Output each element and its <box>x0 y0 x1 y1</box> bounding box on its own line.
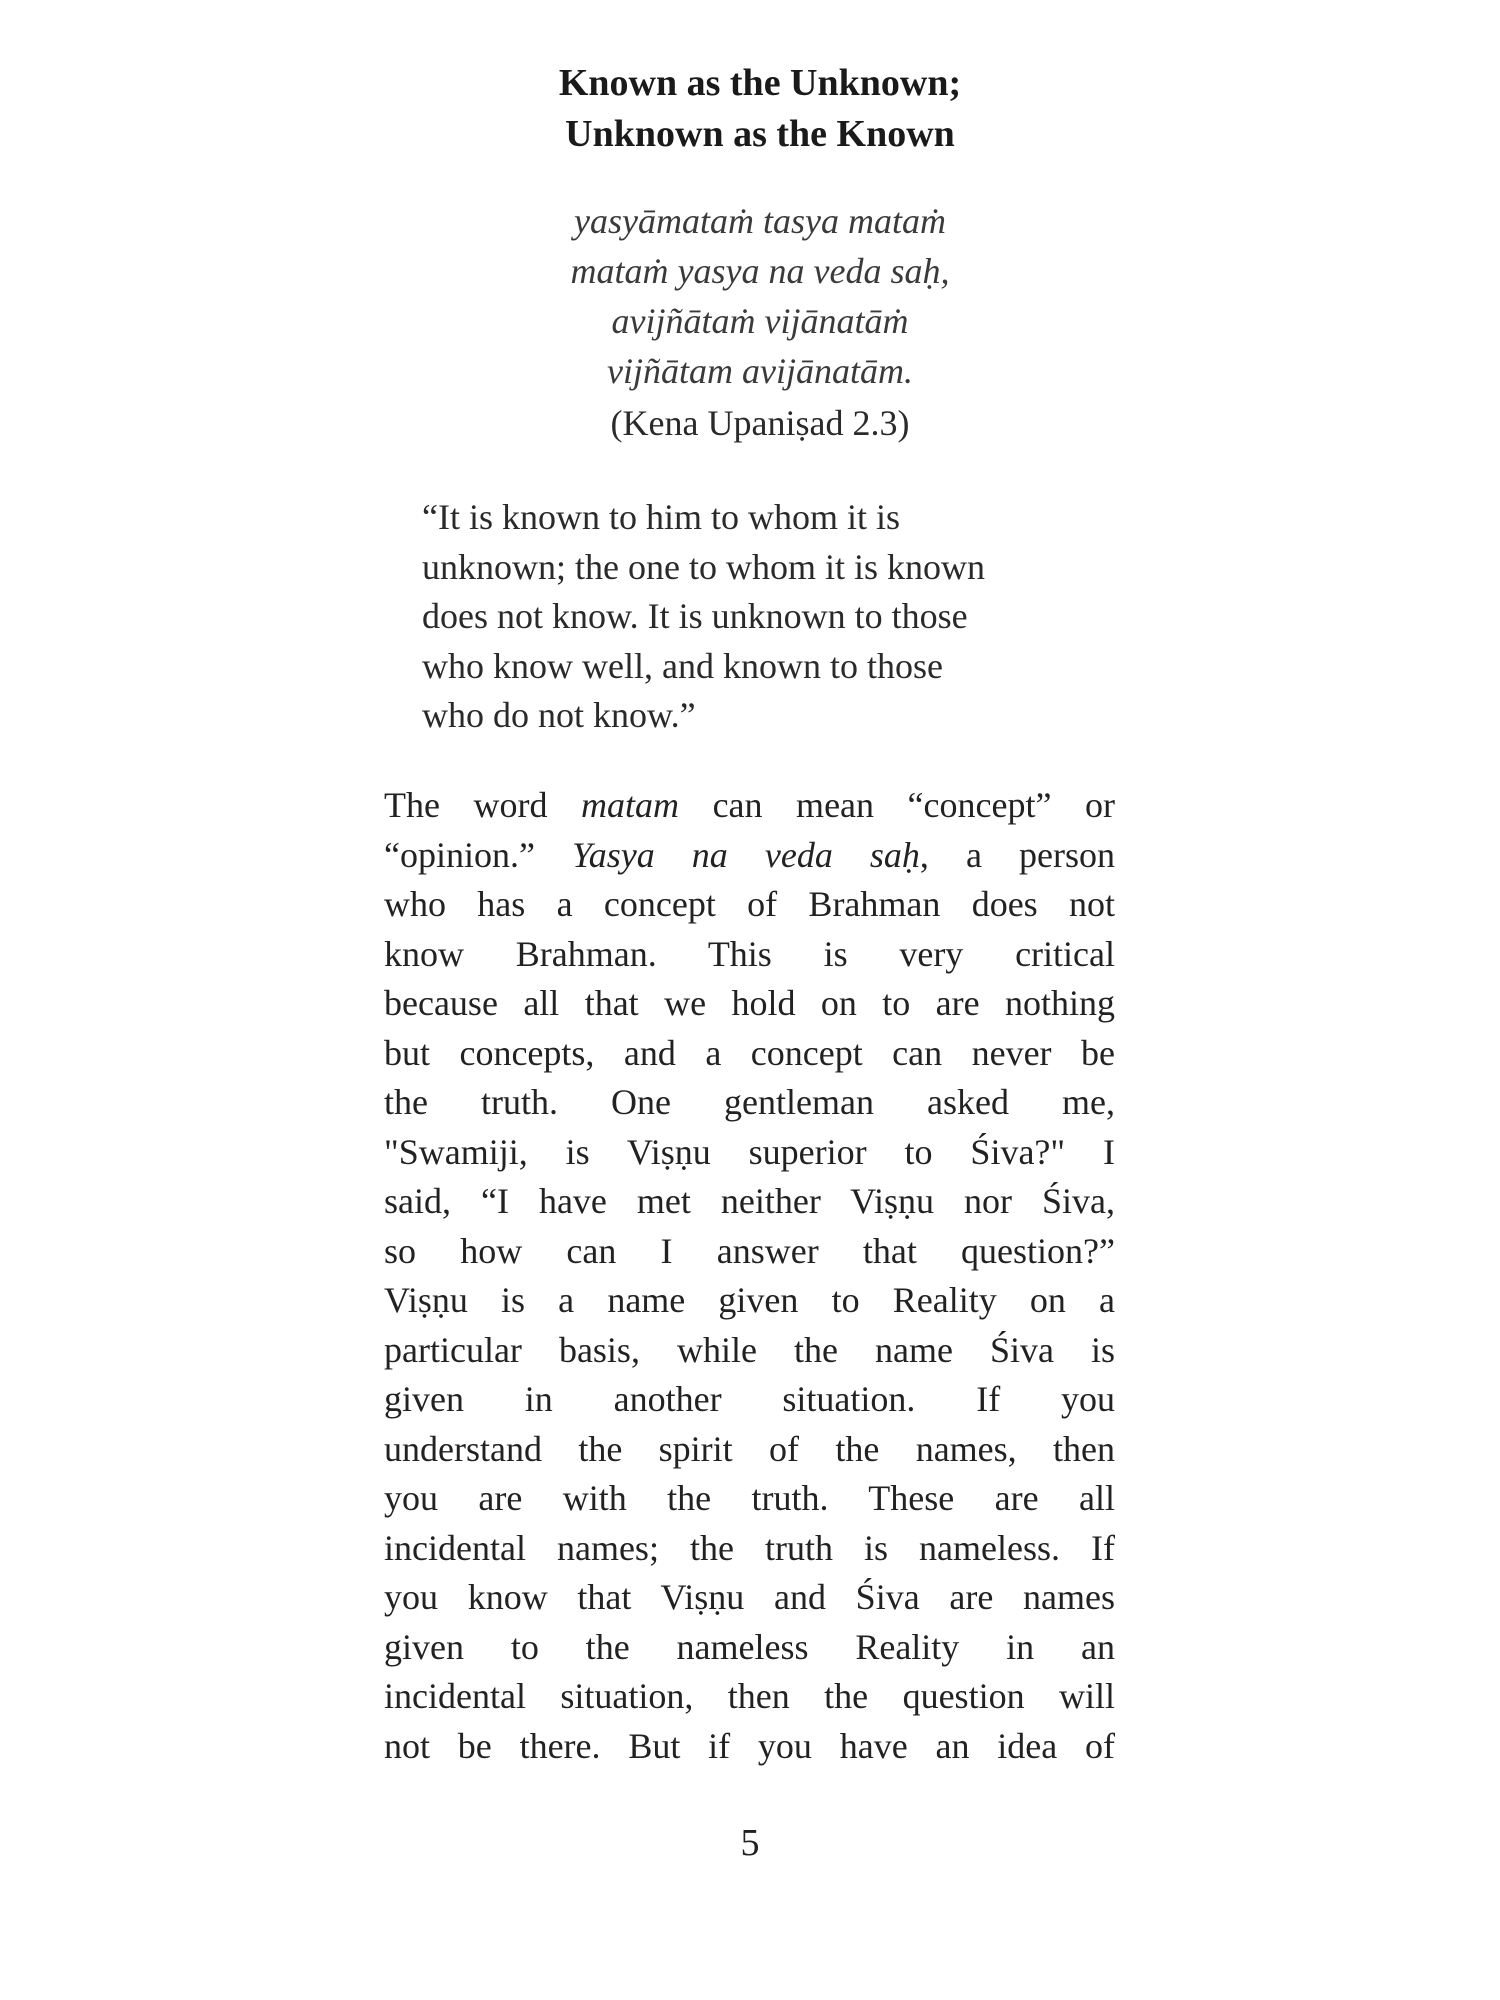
commentary-paragraph <box>384 781 1115 1771</box>
translation-line: who do not know.” <box>422 695 696 735</box>
text-run: can mean “concept” or <box>679 785 1115 825</box>
paragraph-line: particular basis, while the name Śiva is <box>384 1329 1115 1370</box>
paragraph-line: know Brahman. This is very critical <box>384 933 1115 974</box>
paragraph-line: not be there. But if you have an idea of <box>384 1725 1115 1766</box>
paragraph-line: incidental situation, then the question will <box>384 1676 1115 1716</box>
paragraph-line: said, “I have met neither Viṣṇu nor Śiva, <box>384 1181 1115 1221</box>
paragraph-line: understand the spirit of the names, then <box>384 1428 1115 1469</box>
translation-line: “It is known to him to whom it is <box>422 497 901 537</box>
paragraph-line: the truth. One gentleman asked me, <box>384 1082 1115 1122</box>
paragraph-line <box>384 781 1115 831</box>
verse-line: avijñātaṁ vijānatāṁ <box>611 301 909 341</box>
text-run: The word <box>384 785 582 825</box>
chapter-title <box>380 58 1140 160</box>
chapter-title-line-2: Unknown as the Known <box>565 113 955 155</box>
paragraph-line: Viṣṇu is a name given to Reality on a <box>384 1280 1115 1320</box>
verse-translation <box>422 493 1112 741</box>
verse-line: yasyāmataṁ tasya mataṁ <box>574 201 946 241</box>
paragraph-line: given in another situation. If you <box>384 1379 1115 1419</box>
paragraph-line: "Swamiji, is Viṣṇu superior to Śiva?" I <box>384 1131 1115 1172</box>
paragraph-line: incidental names; the truth is nameless. If <box>384 1527 1115 1568</box>
text-run: “opinion.” <box>384 834 573 875</box>
translation-line: unknown; the one to whom it is known <box>422 546 985 587</box>
paragraph-line: but concepts, and a concept can never be <box>384 1032 1115 1073</box>
verse-line: vijñātam avijānatām. <box>607 351 913 391</box>
sanskrit-verse <box>380 196 1140 396</box>
italic-term: matam <box>581 785 680 825</box>
verse-citation: (Kena Upaniṣad 2.3) <box>610 403 910 443</box>
paragraph-line: you are with the truth. These are all <box>384 1478 1115 1518</box>
paragraph-line: given to the nameless Reality in an <box>384 1626 1115 1667</box>
chapter-title-line-1: Known as the Unknown; <box>558 62 962 104</box>
italic-term: Yasya na veda saḥ <box>572 834 920 875</box>
text-run: , a person <box>919 834 1115 875</box>
paragraph-line: who has a concept of Brahman does not <box>384 884 1115 924</box>
paragraph-line: you know that Viṣṇu and Śiva are names <box>384 1577 1115 1617</box>
paragraph-line <box>384 831 1115 881</box>
page-number: 5 <box>740 1822 760 1864</box>
translation-line: who know well, and known to those <box>422 645 943 686</box>
paragraph-line: so how can I answer that question?” <box>384 1230 1115 1271</box>
paragraph-line: because all that we hold on to are nothing <box>384 983 1115 1023</box>
translation-line: does not know. It is unknown to those <box>422 596 968 636</box>
verse-line: mataṁ yasya na veda saḥ, <box>570 251 950 291</box>
